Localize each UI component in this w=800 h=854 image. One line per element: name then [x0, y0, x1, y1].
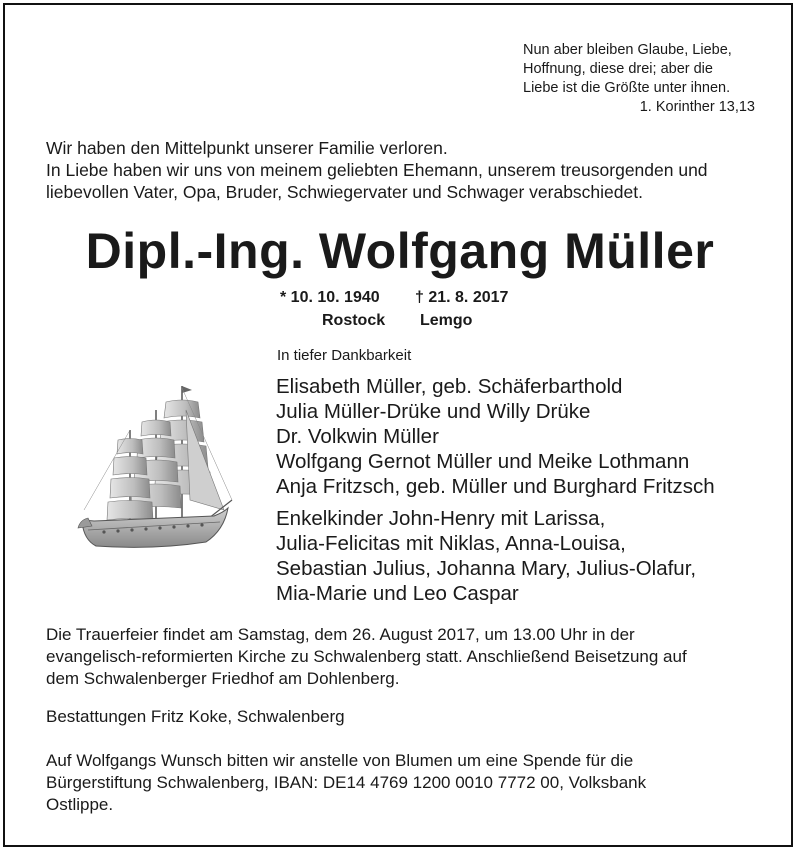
death-place: Lemgo — [420, 312, 473, 329]
family-member: Wolfgang Gernot Müller und Meike Lothmann — [276, 450, 690, 473]
bible-verse — [523, 41, 763, 117]
intro-text — [46, 137, 766, 203]
grandchildren-group — [276, 506, 715, 606]
family-member: Julia Müller-Drüke und Willy Drüke — [276, 400, 591, 423]
service-line: dem Schwalenberger Friedhof am Dohlenberg. — [46, 669, 400, 688]
intro-line: liebevollen Vater, Opa, Bruder, Schwiegervater und Schwager verabschiedet. — [46, 182, 643, 202]
verse-reference: 1. Korinther 13,13 — [639, 99, 755, 115]
service-info — [46, 624, 766, 690]
grandchildren-line: Mia-Marie und Leo Caspar — [276, 582, 519, 605]
undertaker: Bestattungen Fritz Koke, Schwalenberg — [46, 707, 345, 726]
family-member: Anja Fritzsch, geb. Müller und Burghard Fritzsch — [276, 475, 715, 498]
service-line: Die Trauerfeier findet am Samstag, dem 26. August 2017, um 13.00 Uhr in der — [46, 625, 635, 644]
intro-line: Wir haben den Mittelpunkt unserer Familie verloren. — [46, 138, 448, 158]
verse-line: Hoffnung, diese drei; aber die — [523, 61, 713, 77]
birth-place: Rostock — [322, 312, 386, 329]
donation-line: Ostlippe. — [46, 795, 114, 814]
verse-line: Liebe ist die Größte unter ihnen. — [523, 80, 731, 96]
sailing-ship-icon — [74, 380, 234, 560]
grandchildren-line: Sebastian Julius, Johanna Mary, Julius-Olafur, — [276, 557, 697, 580]
donation-info — [46, 750, 746, 816]
grandchildren-line: Enkelkinder John-Henry mit Larissa, — [276, 507, 606, 530]
mourners-list — [276, 374, 715, 613]
life-dates — [280, 286, 508, 332]
donation-line: Auf Wolfgangs Wunsch bitten wir anstelle von Blumen um eine Spende für die — [46, 751, 634, 770]
grandchildren-line: Julia-Felicitas mit Niklas, Anna-Louisa, — [276, 532, 626, 555]
verse-line: Nun aber bleiben Glaube, Liebe, — [523, 42, 732, 58]
intro-line: In Liebe haben wir uns von meinem geliebten Ehemann, unserem treusorgenden und — [46, 160, 708, 180]
family-group — [276, 374, 715, 499]
family-member: Dr. Volkwin Müller — [276, 425, 439, 448]
donation-line: Bürgerstiftung Schwalenberg, IBAN: DE14 4769 1200 0010 7772 00, Volksbank — [46, 773, 647, 792]
birth-date: * 10. 10. 1940 — [280, 289, 380, 306]
mourners-heading: In tiefer Dankbarkeit — [277, 347, 412, 364]
death-date: † 21. 8. 2017 — [415, 289, 509, 306]
deceased-name: Dipl.-Ing. Wolfgang Müller — [85, 223, 715, 279]
family-member: Elisabeth Müller, geb. Schäferbarthold — [276, 375, 623, 398]
service-line: evangelisch-reformierten Kirche zu Schwalenberg statt. Anschließend Beisetzung auf — [46, 647, 687, 666]
